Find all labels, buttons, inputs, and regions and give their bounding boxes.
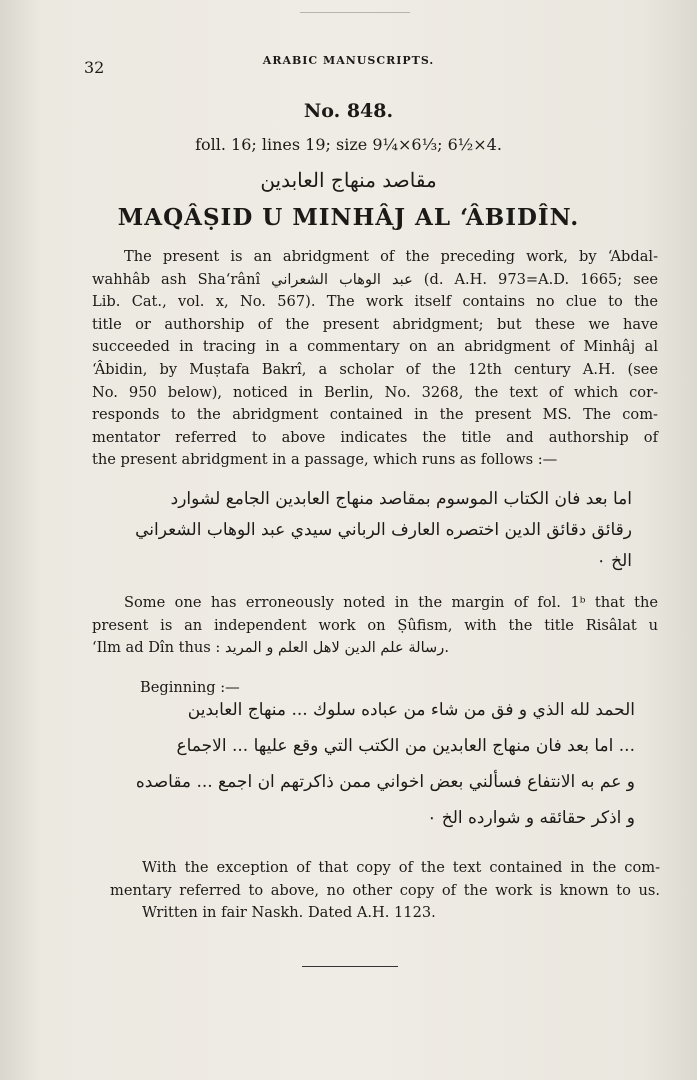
- page-number: 32: [84, 58, 105, 77]
- text-line: ‘Âbidin, by Muṣtafa Bakrî, a scholar of the 12th century A.H. (see: [92, 360, 658, 378]
- entry-number: No. 848.: [303, 100, 394, 122]
- text-line: The present is an abridgment of the preceding work, by ‘Abdal-: [124, 248, 658, 265]
- text-line: Lib. Cat., vol. x, No. 567). The work itself contains no clue to the: [92, 293, 658, 311]
- paragraph-description: [92, 246, 658, 472]
- paragraph-margin-note: [92, 592, 658, 660]
- arabic-line: الحمد لله الذي و فق من شاء من عباده سلوك ... منهاج العابدين: [187, 700, 635, 720]
- text-line: responds to the abridgment contained in the present MS. The com-: [92, 406, 658, 424]
- beginning-label: Beginning :—: [140, 679, 240, 696]
- arabic-line: و عم به الانتفاع فسألني بعض اخواني ممن ذاكرتهم ان اجمع ... مقاصده: [135, 772, 635, 792]
- arabic-title: مقاصد منهاج العابدين: [260, 168, 437, 192]
- text-line: With the exception of that copy of the text contained in the com-: [142, 859, 660, 876]
- text-line: mentator referred to above indicates the title and authorship of: [92, 428, 658, 446]
- text-line: No. 950 below), noticed in Berlin, No. 3268, the text of which cor-: [92, 383, 658, 401]
- text-line: wahhâb ash Sha‘rânî عبد الوهاب الشعراني (d. A.H. 973=A.D. 1665; see: [92, 270, 658, 288]
- running-title: ARABIC MANUSCRIPTS.: [262, 54, 435, 67]
- text-line: title or authorship of the present abridgment; but these we have: [92, 315, 658, 333]
- text-line: present is an independent work on Ṣûfism, with the title Risâlat u: [92, 616, 658, 634]
- arabic-line: اما بعد فان الكتاب الموسوم بمقاصد منهاج العابدين الجامع لشوارد: [170, 489, 632, 509]
- work-title: MAQÂṢID U MINHÂJ AL ‘ÂBIDÎN.: [117, 204, 580, 231]
- text-line: Written in fair Naskh. Dated A.H. 1123.: [142, 904, 436, 922]
- bleed-through-rule: [300, 12, 410, 13]
- text-line: the present abridgment in a passage, which runs as follows :—: [92, 451, 558, 469]
- arabic-line: و اذكر حقائقه و شوارده الخ ٠: [427, 808, 635, 828]
- arabic-quotation-commentary: [92, 484, 632, 577]
- arabic-line: ... اما بعد فان منهاج العابدين من الكتب التي وقع عليها ... الاجماع: [176, 736, 635, 756]
- paragraph-conclusion: [110, 857, 660, 925]
- text-line: Some one has erroneously noted in the margin of fol. 1ᵇ that the: [124, 594, 658, 611]
- text-line: mentary referred to above, no other copy of the work is known to us.: [110, 881, 660, 899]
- arabic-line: رقائق دقائق الدين اختصره العارف الرباني سيدي عبد الوهاب الشعراني: [135, 520, 632, 540]
- text-line: succeeded in tracing in a commentary on an abridgment of Minhâj al: [92, 338, 658, 356]
- text-line: ‘Ilm ad Dîn thus : رسالة علم الدين لاهل العلم و المريد.: [92, 639, 449, 657]
- arabic-line: الخ ٠: [596, 551, 632, 571]
- end-rule: [302, 966, 398, 967]
- arabic-quotation-beginning: [100, 692, 635, 836]
- entry-specs: foll. 16; lines 19; size 9¼×6⅓; 6½×4.: [195, 135, 502, 154]
